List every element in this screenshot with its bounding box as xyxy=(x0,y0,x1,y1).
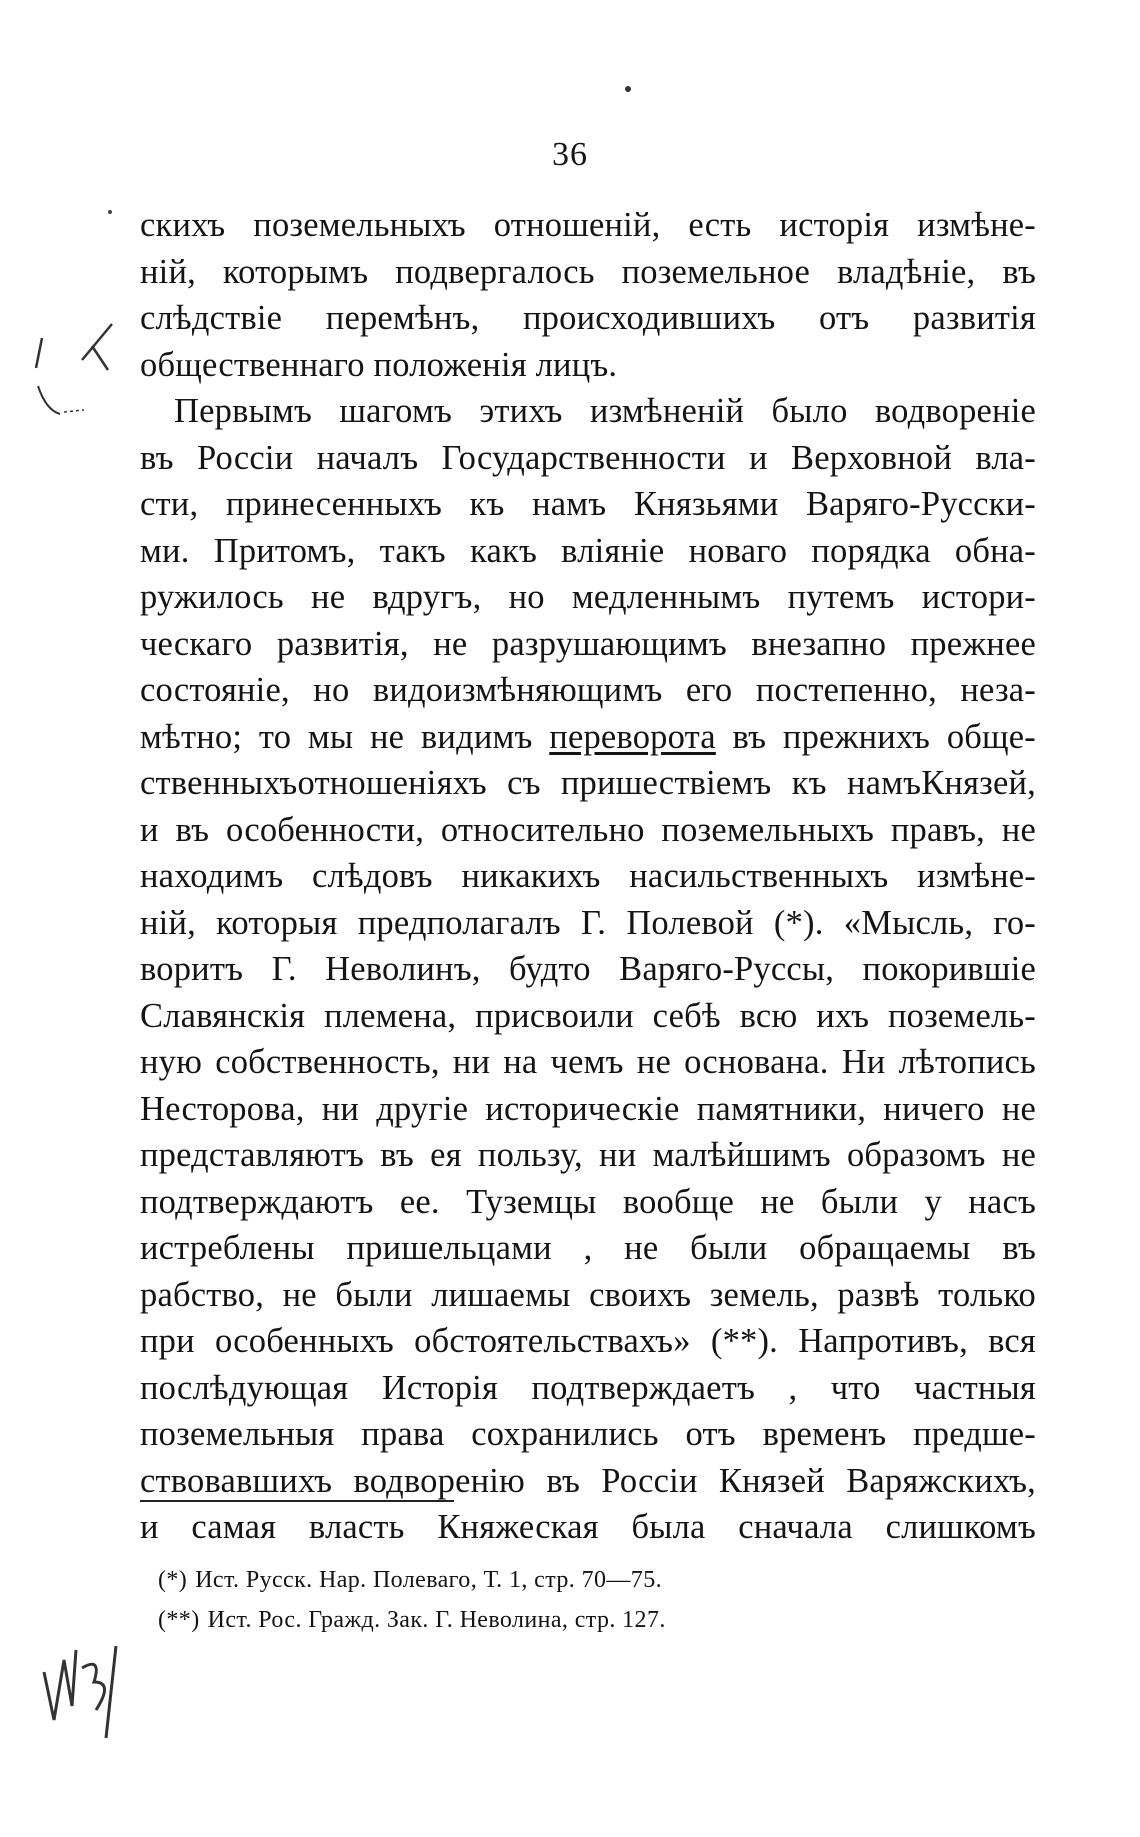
footnote-text: Ист. Русск. Нар. Полеваго, Т. 1, стр. 70—75. xyxy=(195,1567,663,1593)
text-line: сти, принесенныхъ къ намъ Князьями Варяго-Русски- xyxy=(140,485,1036,523)
text-line: Несторова, ни другіе историческіе памятники, ничего не xyxy=(140,1089,1036,1128)
text-line: ствовавшихъ водворенію въ Россіи Князей Варяжскихъ, xyxy=(140,1461,1036,1500)
text-line: рабство, не были лишаемы своихъ земель, развѣ только xyxy=(140,1275,1036,1314)
text-line: послѣдующая Исторія подтверждаетъ , что частныя xyxy=(140,1368,1036,1407)
ink-speck xyxy=(625,86,631,92)
text-line: ми. Притомъ, такъ какъ вліяніе новаго порядка обна- xyxy=(140,531,1036,570)
text-line: состояніе, но видоизмѣняющимъ его постепенно, неза- xyxy=(140,671,1036,709)
margin-pencil-mark xyxy=(20,318,130,428)
page-number: 36 xyxy=(552,136,588,173)
ink-speck xyxy=(108,210,112,214)
text-segment: въ прежнихъ обще- xyxy=(715,717,1036,756)
text-line: при особенныхъ обстоятельствахъ» (**). Напротивъ, вся xyxy=(140,1322,1036,1360)
text-segment: мѣтно; то мы не видимъ xyxy=(140,717,550,756)
footnote-mark: (*) xyxy=(158,1567,188,1593)
text-line: подтверждаютъ ее. Туземцы вообще не были у насъ xyxy=(140,1182,1036,1221)
text-line-with-underline xyxy=(140,714,1036,761)
text-line: ческаго развитія, не разрушающимъ внезапно прежнее xyxy=(140,624,1036,663)
text-line: въ Россіи началъ Государственности и Верховной вла- xyxy=(140,438,1036,477)
footnote-divider xyxy=(140,1500,454,1502)
text-line: находимъ слѣдовъ никакихъ насильственныхъ измѣне- xyxy=(140,857,1036,895)
underlined-word: переворота xyxy=(549,717,716,756)
text-line: воритъ Г. Неволинъ, будто Варяго-Руссы, покорившіе xyxy=(140,950,1036,988)
footnote xyxy=(158,1560,666,1600)
text-line: ній, которыя предполагалъ Г. Полевой (*). «Мысль, го- xyxy=(140,903,1036,942)
footnote xyxy=(158,1600,666,1640)
text-line: ную собственность, ни на чемъ не основана. Ни лѣтопись xyxy=(140,1043,1036,1081)
paragraph-start-line: Первымъ шагомъ этихъ измѣненій было водвореніе xyxy=(174,392,1036,430)
footnotes xyxy=(158,1560,666,1640)
text-line: и самая власть Княжеская была сначала слишкомъ xyxy=(140,1508,1036,1546)
text-line: поземельныя права сохранились отъ временъ предше- xyxy=(140,1415,1036,1453)
paragraph-end-line: общественнаго положенія лицъ. xyxy=(140,345,618,384)
text-line: ній, которымъ подвергалось поземельное владѣніе, въ xyxy=(140,252,1036,291)
footnote-text: Ист. Рос. Гражд. Зак. Г. Неволина, стр. 127. xyxy=(207,1607,666,1633)
body-text xyxy=(140,202,1036,1551)
footnote-mark: (**) xyxy=(158,1607,200,1633)
text-line: скихъ поземельныхъ отношеній, есть исторія измѣне- xyxy=(140,206,1036,244)
margin-pencil-annotation xyxy=(30,1610,140,1750)
text-line: слѣдствіе перемѣнъ, происходившихъ отъ развитія xyxy=(140,299,1036,337)
text-line: истреблены пришельцами , не были обращаемы въ xyxy=(140,1229,1036,1267)
text-line: и въ особенности, относительно поземельныхъ правъ, не xyxy=(140,810,1036,849)
text-line: Славянскія племена, присвоили себѣ всю ихъ поземель- xyxy=(140,996,1036,1035)
text-line: ружилось не вдругъ, но медленнымъ путемъ истори- xyxy=(140,578,1036,616)
text-line: представляютъ въ ея пользу, ни малѣйшимъ образомъ не xyxy=(140,1136,1036,1174)
text-line: ственныхъотношеніяхъ съ пришествіемъ къ намъКнязей, xyxy=(140,764,1036,802)
